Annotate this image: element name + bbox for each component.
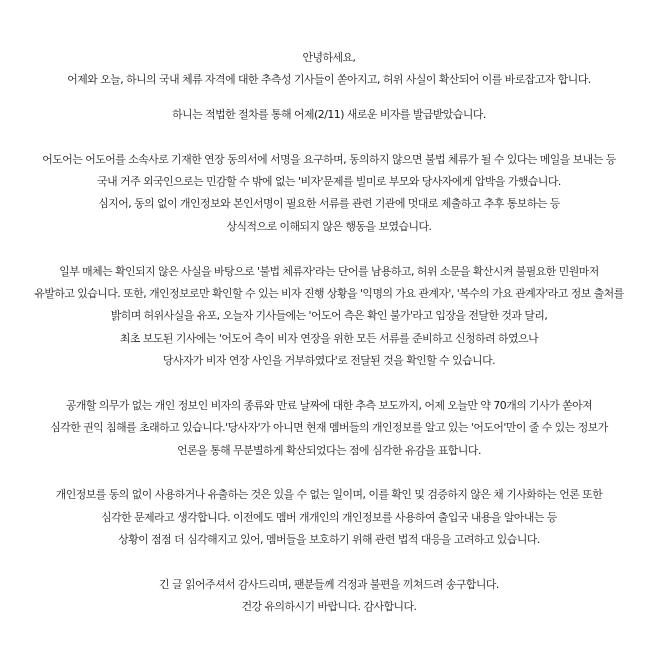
media-line: 밝히며 허위사실을 유포, 오늘자 기사들에는 '어도어 측은 확인 불가'라고 입장을 전달한 것과 달리, bbox=[110, 309, 548, 323]
privacy-line: 공개할 의무가 없는 개인 정보인 비자의 종류와 만료 날짜에 대한 추측 보도까지, 어제 오늘만 약 70개의 기사가 쏟아져 bbox=[65, 398, 593, 412]
ador-paragraph bbox=[0, 149, 658, 239]
ador-line: 국내 거주 외국인으로는 민감할 수 밖에 없는 '비자'문제를 빌미로 부모와 당사자에게 압박을 가했습니다. bbox=[97, 174, 561, 188]
closing-line: 긴 글 읽어주셔서 감사드리며, 팬분들께 걱정과 불편을 끼쳐드려 송구합니다. bbox=[159, 577, 499, 591]
visa-paragraph bbox=[0, 104, 658, 126]
misuse-paragraph bbox=[0, 484, 658, 551]
ador-line: 심지어, 동의 없이 개인정보와 본인서명이 필요한 서류를 관련 기관에 멋대로 제출하고 추후 통보하는 등 bbox=[98, 197, 560, 211]
media-line: 최초 보도된 기사에는 '어도어 측이 비자 연장을 위한 모든 서류를 준비하고 신청하려 하였으나 bbox=[119, 331, 539, 345]
media-line: 유발하고 있습니다. 또한, 개인정보로만 확인할 수 있는 비자 진행 상황을 '익명의 가요 관계자', '복수의 가요 관계자'라고 정보 출처를 bbox=[34, 286, 624, 300]
closing-line: 건강 유의하시기 바랍니다. 감사합니다. bbox=[241, 600, 417, 614]
greeting-paragraph bbox=[0, 47, 658, 92]
visa-line: 하니는 적법한 절차를 통해 어제(2/11) 새로운 비자를 발급받았습니다. bbox=[172, 107, 486, 121]
media-line: 일부 매체는 확인되지 않은 사실을 바탕으로 '불법 체류자'라는 단어를 남용하고, 허위 소문을 확산시켜 불필요한 민원마저 bbox=[59, 264, 599, 278]
intro-line: 어제와 오늘, 하니의 국내 체류 자격에 대한 추측성 기사들이 쏟아지고, 허위 사실이 확산되어 이를 바로잡고자 합니다. bbox=[67, 73, 591, 87]
privacy-line: 심각한 권익 침해를 초래하고 있습니다.'당사자'가 아니면 현재 멤버들의 개인정보를 알고 있는 '어도어'만이 줄 수 있는 정보가 bbox=[50, 421, 608, 435]
privacy-paragraph bbox=[0, 395, 658, 462]
greeting-line: 안녕하세요, bbox=[302, 51, 356, 64]
misuse-line: 개인정보를 동의 없이 사용하거나 유출하는 것은 있을 수 없는 일이며, 이를 확인 및 검증하지 않은 채 기사화하는 언론 또한 bbox=[55, 488, 603, 502]
misuse-line: 심각한 문제라고 생각합니다. 이전에도 멤버 개개인의 개인정보를 사용하여 출입국 내용을 알아내는 등 bbox=[101, 510, 557, 524]
ador-line: 상식적으로 이해되지 않은 행동을 보였습니다. bbox=[226, 219, 432, 233]
media-paragraph bbox=[0, 261, 658, 373]
misuse-line: 상황이 점점 더 심각해지고 있어, 멤버들을 보호하기 위해 관련 법적 대응을 고려하고 있습니다. bbox=[118, 533, 540, 547]
ador-line: 어도어는 어도어를 소속사로 기재한 연장 동의서에 서명을 요구하며, 동의하지 않으면 불법 체류가 될 수 있다는 메일을 보내는 등 bbox=[42, 152, 616, 166]
media-line: 당사자가 비자 연장 사인을 거부하였다'로 전달된 것을 확인할 수 있습니다. bbox=[162, 354, 496, 368]
privacy-line: 언론을 통해 무분별하게 확산되었다는 점에 심각한 유감을 표합니다. bbox=[177, 443, 481, 457]
closing-paragraph bbox=[0, 574, 658, 619]
